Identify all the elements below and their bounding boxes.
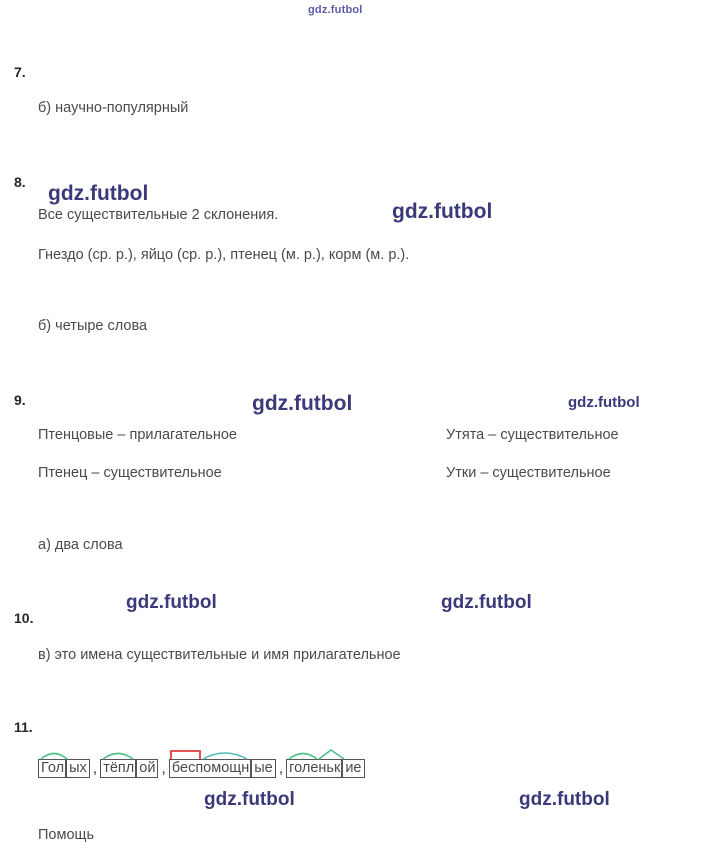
exercise-9-line-2: Утята – существительное <box>446 427 619 443</box>
watermark: gdz.futbol <box>204 789 295 810</box>
morph-ending: ых <box>66 759 90 778</box>
morph-word <box>286 759 364 778</box>
exercise-number-10: 10. <box>14 610 34 626</box>
morph-ending: ой <box>136 759 158 778</box>
morph-word <box>100 759 158 778</box>
watermark: gdz.futbol <box>441 592 532 613</box>
morph-stem: беспомощн <box>169 759 251 778</box>
exercise-number-11: 11. <box>14 719 33 735</box>
morph-ending: ие <box>342 759 364 778</box>
morph-comma: , <box>161 760 166 777</box>
morph-comma: , <box>92 760 98 777</box>
exercise-8-line-2: Гнездо (ср. р.), яйцо (ср. р.), птенец (м. р.), корм (м. р.). <box>38 247 410 263</box>
exercise-9-line-1: Птенцовые – прилагательное <box>38 427 237 443</box>
morph-comma: , <box>278 760 284 777</box>
footer-text: Помощь <box>38 827 95 843</box>
morph-stem: голеньк <box>286 759 342 778</box>
watermark: gdz.futbol <box>568 394 640 411</box>
exercise-10-answer: в) это имена существительные и имя прилагательное <box>38 647 401 663</box>
watermark: gdz.futbol <box>519 789 610 810</box>
exercise-number-8: 8. <box>14 174 26 190</box>
morph-stem: Гол <box>38 759 66 778</box>
watermark: gdz.futbol <box>48 182 149 205</box>
exercise-8-line-1: Все существительные 2 склонения. <box>38 207 279 223</box>
exercise-8-answer: б) четыре слова <box>38 318 148 334</box>
watermark: gdz.futbol <box>252 392 353 415</box>
morph-stem: тёпл <box>100 759 136 778</box>
watermark: gdz.futbol <box>126 592 217 613</box>
watermark: gdz.futbol <box>392 200 493 223</box>
morph-ending: ые <box>251 759 276 778</box>
watermark-top: gdz.futbol <box>308 4 363 16</box>
exercise-9-line-3: Птенец – существительное <box>38 465 222 481</box>
morph-word <box>169 759 276 778</box>
exercise-number-9: 9. <box>14 392 26 408</box>
exercise-number-7: 7. <box>14 64 26 80</box>
exercise-9-line-4: Утки – существительное <box>446 465 611 481</box>
exercise-9-answer: а) два слова <box>38 537 123 553</box>
morpheme-analysis-row <box>38 744 367 778</box>
exercise-7-answer: б) научно-популярный <box>38 100 189 116</box>
morph-word <box>38 759 90 778</box>
